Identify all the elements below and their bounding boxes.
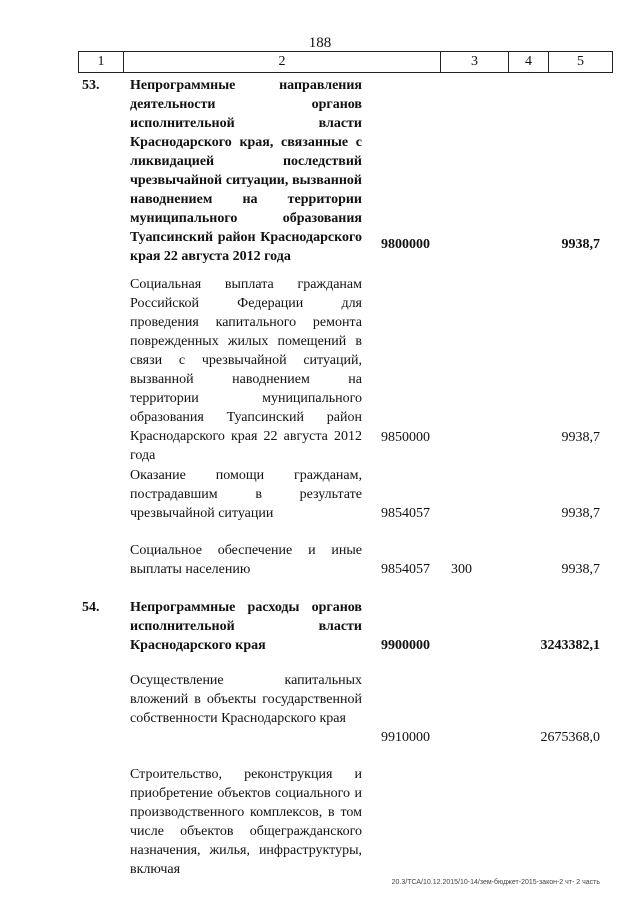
row-description: Социальное обеспечение и иные выплаты населению	[130, 543, 362, 577]
row-code: 9854057	[381, 506, 430, 521]
row-code: 9800000	[381, 237, 430, 252]
row-description: Непрограммные направления деятельности органов исполнительной власти Краснодарского края, связанные с ликвидацией последствий чрезвычайной ситуации, вызванной наводнением на территории муниципального образования Туапсинский район Краснодарского края 22 августа 2012 года	[130, 78, 362, 264]
row-code: 9854057	[381, 562, 430, 577]
row-description: Осуществление капитальных вложений в объекты государственной собственности Краснодарского края	[130, 673, 362, 726]
row-amount: 9938,7	[561, 506, 600, 521]
row-number: 53.	[82, 78, 100, 93]
footer-document-code: 20.3/ТСА/10.12.2015/10-14/зем-бюджет-2015-закон-2 чт- 2 часть	[391, 879, 600, 886]
page-number: 188	[308, 35, 332, 51]
row-description: Социальная выплата гражданам Российской Федерации для проведения капитального ремонта поврежденных жилых помещений в связи с чрезвычайной ситуаций, вызванной наводнением на территории муниципального образования Туапсинский район Краснодарского края 22 августа 2012 года	[130, 277, 362, 463]
row-amount: 9938,7	[561, 237, 600, 252]
header-col-3: 3	[441, 52, 509, 72]
row-code: 9910000	[381, 730, 430, 745]
row-code: 9850000	[381, 430, 430, 445]
header-col-5: 5	[577, 54, 584, 69]
row-amount: 9938,7	[561, 430, 600, 445]
row-description: Оказание помощи гражданам, пострадавшим в результате чрезвычайной ситуации	[130, 468, 362, 521]
row-type: 300	[451, 562, 472, 577]
row-description: Непрограммные расходы органов исполнительной власти Краснодарского края	[130, 600, 362, 653]
header-col-4: 4	[509, 52, 549, 72]
table-header	[78, 51, 613, 73]
row-amount: 2675368,0	[540, 730, 600, 745]
row-amount: 3243382,1	[540, 638, 600, 653]
row-code: 9900000	[381, 638, 430, 653]
header-col-2: 2	[124, 52, 441, 72]
row-number: 54.	[82, 600, 100, 615]
row-amount: 9938,7	[561, 562, 600, 577]
header-col-1: 1	[79, 52, 124, 72]
row-description: Строительство, реконструкция и приобретение объектов социального и производственного комплексов, в том числе объектов общегражданского назначения, жилья, инфраструктуры, включая	[130, 767, 362, 877]
